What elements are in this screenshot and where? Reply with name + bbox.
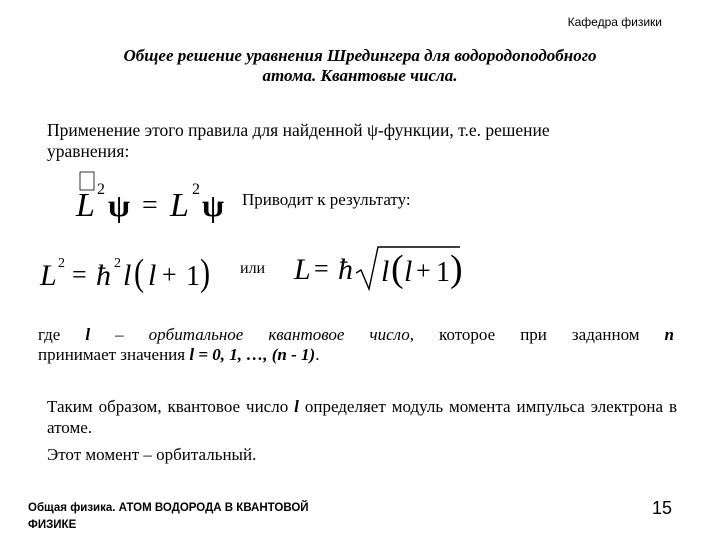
svg-text:l: l (381, 255, 390, 288)
svg-text:1: 1 (186, 261, 200, 292)
svg-text:): ) (450, 248, 463, 290)
svg-text:2: 2 (58, 256, 65, 271)
result-label: Приводит к результату: (242, 190, 411, 209)
svg-text:L: L (40, 259, 57, 292)
eq1-equals: = (142, 190, 158, 221)
intro-paragraph (47, 120, 687, 162)
intro-line-2: уравнения: (47, 141, 130, 161)
eq1-psi-right: ψ (202, 187, 225, 223)
eq1-sup-right: 2 (192, 181, 200, 198)
conclusion-paragraph: Таким образом, квантовое число l определяет модуль момента импульса электрона в атоме. (47, 397, 678, 437)
svg-text:l: l (404, 255, 413, 288)
angular-momentum-formula (292, 243, 472, 299)
orbital-values: l = 0, 1, …, (n - 1) (189, 345, 316, 364)
svg-text:1: 1 (436, 257, 450, 288)
svg-text:ħ: ħ (96, 259, 111, 292)
svg-text:+: + (416, 256, 431, 285)
svg-text:(: ( (134, 251, 145, 294)
svg-text:l: l (148, 259, 157, 292)
footer-course-title: Общая физика. АТОМ ВОДОРОДА В КВАНТОВОЙ ФИЗИКЕ (28, 502, 309, 531)
closing-sentence: Этот момент – орбитальный. (47, 445, 257, 464)
svg-text:L: L (294, 253, 311, 286)
eq1-psi: ψ (108, 187, 131, 223)
operator-equation (70, 168, 230, 226)
page-number: 15 (652, 498, 673, 518)
intro-line-1: Применение этого правила для найденной ψ-функции, т.е. решение (47, 120, 550, 140)
eq1-L: L (76, 187, 95, 224)
svg-text:+: + (162, 260, 177, 289)
title-line-2: атома. Квантовые числа. (262, 66, 458, 85)
angular-momentum-squared-formula (38, 245, 223, 301)
svg-text:ħ: ħ (338, 253, 353, 286)
orbital-term: орбитальное квантовое число (148, 325, 410, 344)
eq1-sup: 2 (97, 181, 105, 198)
eq1-L-right: L (170, 187, 189, 224)
svg-text:=: = (72, 260, 87, 289)
orbital-line-2: принимает значения l = 0, 1, …, (n - 1). (38, 345, 320, 364)
department-label: Кафедра физики (567, 15, 662, 29)
slide-title (40, 46, 680, 86)
or-label: или (240, 260, 266, 277)
svg-text:l: l (123, 259, 132, 292)
title-line-1: Общее решение уравнения Шредингера для водородоподобного (123, 46, 597, 65)
svg-text:2: 2 (114, 256, 121, 271)
orbital-line-1: где l – орбитальное квантовое число, которое при заданном n (38, 325, 675, 344)
svg-text:(: ( (391, 248, 404, 290)
svg-text:): ) (200, 251, 211, 294)
orbital-number-paragraph (38, 325, 674, 365)
svg-text:=: = (314, 254, 329, 283)
